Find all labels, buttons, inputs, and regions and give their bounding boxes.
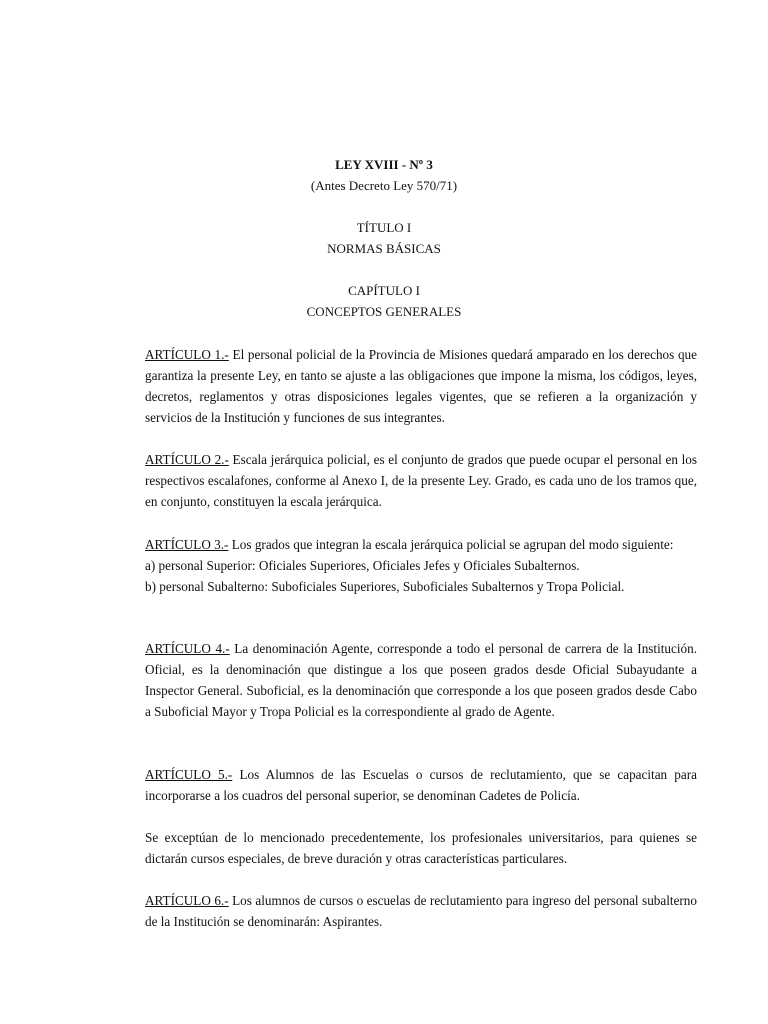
article-5-label: ARTÍCULO 5.- [145, 767, 233, 782]
law-subtitle: (Antes Decreto Ley 570/71) [310, 178, 458, 193]
capitulo-name: CONCEPTOS GENERALES [306, 304, 462, 319]
titulo-name: NORMAS BÁSICAS [327, 241, 441, 256]
article-6-text: Los alumnos de cursos o escuelas de reclutamiento para ingreso del personal subalterno de la Institución se denominarán: Aspirantes. [145, 893, 697, 929]
article-1-label: ARTÍCULO 1.- [145, 347, 229, 362]
article-3-label: ARTÍCULO 3.- [145, 537, 229, 552]
article-2-text: Escala jerárquica policial, es el conjunto de grados que puede ocupar el personal en los respectivos escalafones, conforme al Anexo I, de la presente Ley. Grado, es cada uno de los tramos que, en conjunto, constituyen la escala jerárquica. [145, 452, 697, 509]
article-3-item-b: b) personal Subalterno: Suboficiales Superiores, Suboficiales Subalternos y Tropa Policial. [145, 579, 625, 594]
article-3-text: Los grados que integran la escala jerárquica policial se agrupan del modo siguiente: [228, 537, 674, 552]
article-3-item-a: a) personal Superior: Oficiales Superiores, Oficiales Jefes y Oficiales Subalternos. [145, 558, 580, 573]
law-title: LEY XVIII - Nº 3 [335, 157, 433, 172]
article-4-label: ARTÍCULO 4.- [145, 641, 230, 656]
article-2 [145, 449, 697, 512]
article-2-label: ARTÍCULO 2.- [145, 452, 229, 467]
article-5-exception: Se exceptúan de lo mencionado precedentemente, los profesionales universitarios, para quienes se dictarán cursos especiales, de breve duración y otras características particulares. [145, 830, 697, 866]
capitulo-heading: CAPÍTULO I [348, 283, 420, 298]
article-3 [145, 534, 697, 597]
article-6 [145, 890, 697, 932]
article-3-intro [145, 534, 697, 555]
article-1-text: El personal policial de la Provincia de Misiones quedará amparado en los derechos que garantiza la presente Ley, en tanto se ajuste a las obligaciones que impone la misma, los códigos, leyes, decretos, reglamentos y otras disposiciones legales vigentes, que se refieren a la organización y servicios de la Institución y funciones de sus integrantes. [145, 347, 697, 425]
article-6-label: ARTÍCULO 6.- [145, 893, 229, 908]
article-5-text: Los Alumnos de las Escuelas o cursos de reclutamiento, que se capacitan para incorporarse a los cuadros del personal superior, se denominan Cadetes de Policía. [145, 767, 697, 803]
article-1 [145, 344, 697, 428]
article-4 [145, 638, 697, 722]
article-4-text: La denominación Agente, corresponde a todo el personal de carrera de la Institución. Oficial, es la denominación que distingue a los que poseen grados desde Oficial Subayudante a Inspector General. Suboficial, es la denominación que corresponde a los que poseen grados desde Cabo a Suboficial Mayor y Tropa Policial es la correspondiente al grado de Agente. [145, 641, 698, 719]
article-5 [145, 764, 697, 806]
titulo-heading: TÍTULO I [356, 220, 412, 235]
